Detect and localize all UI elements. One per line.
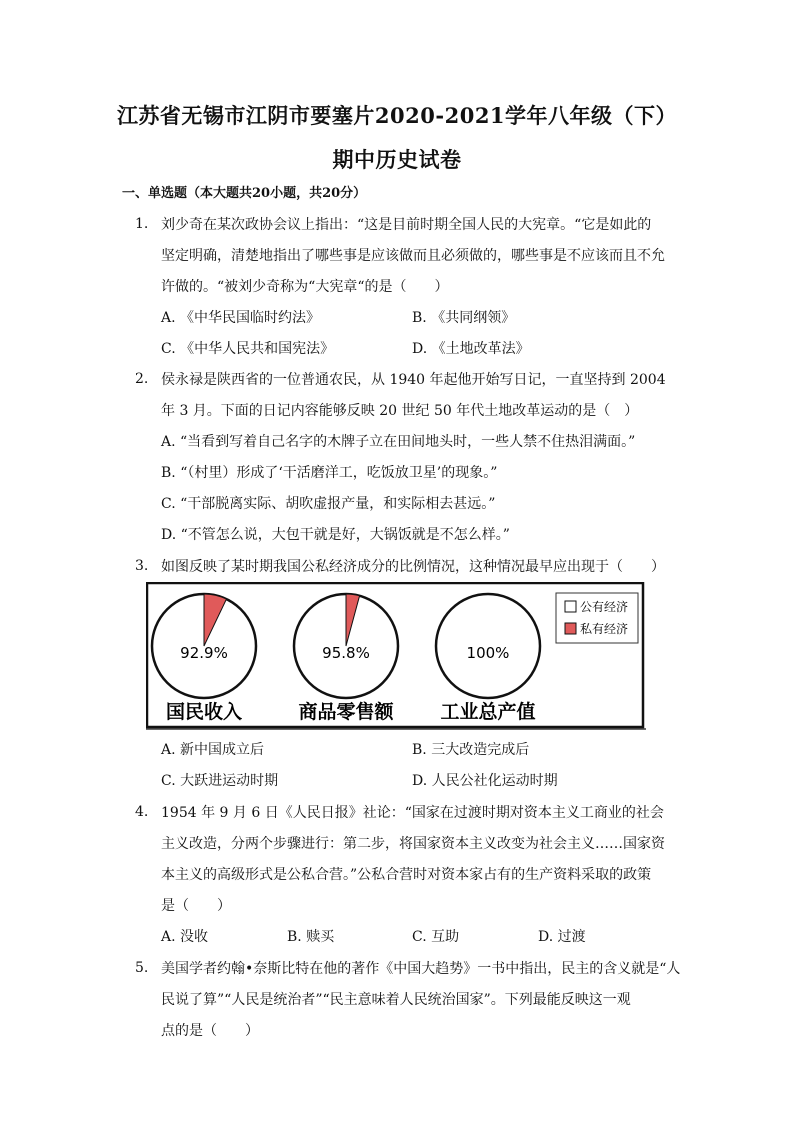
question-4-text: 本主义的高级形式是公私合营。”公私合营时对资本家占有的生产资料采取的政策 xyxy=(161,867,652,883)
question-2-option-c[interactable]: C. “干部脱离实际、胡吹虚报产量，和实际相去甚远。” xyxy=(161,496,496,512)
legend-swatch-public xyxy=(565,601,576,612)
pie-2-value-label: 95.8% xyxy=(322,644,370,662)
section-heading: 一、单选题（本大题共20小题，共20分） xyxy=(122,186,367,201)
question-1-text: 坚定明确，清楚地指出了哪些事是应该做而且必须做的，哪些事是不应该而且不允 xyxy=(161,248,665,264)
question-2-number: 2. xyxy=(135,371,149,387)
question-3-option-b[interactable]: B. 三大改造完成后 xyxy=(412,742,530,758)
pie-3-category-label: 工业总产值 xyxy=(440,701,536,723)
question-1-text: 刘少奇在某次政协会议上指出：“这是目前时期全国人民的大宪章。“它是如此的 xyxy=(161,217,652,233)
question-1-text: 许做的。“被刘少奇称为“大宪章“的是（ ） xyxy=(161,279,449,295)
exam-title-line2: 期中历史试卷 xyxy=(332,147,462,172)
question-1-option-c[interactable]: C. 《中华人民共和国宪法》 xyxy=(161,341,335,357)
question-3-number: 3. xyxy=(135,558,149,574)
question-3-option-d[interactable]: D. 人民公社化运动时期 xyxy=(412,773,558,789)
question-1-option-a[interactable]: A. 《中华民国临时约法》 xyxy=(161,310,321,326)
question-4-option-d[interactable]: D. 过渡 xyxy=(538,929,586,945)
exam-title-line1: 江苏省无锡市江阴市要塞片2020-2021学年八年级（下） xyxy=(116,103,678,128)
legend-label-public: 公有经济 xyxy=(580,600,629,614)
question-5-text: 点的是（ ） xyxy=(161,1023,259,1039)
question-4-text: 主义改造，分两个步骤进行：第二步，将国家资本主义改变为社会主义……国家资 xyxy=(161,836,665,852)
question-1-option-b[interactable]: B. 《共同纲领》 xyxy=(412,310,516,326)
question-5-number: 5. xyxy=(135,960,149,976)
question-2-option-b[interactable]: B. “（村里）形成了‘干活磨洋工，吃饭放卫星’的现象。” xyxy=(161,465,498,481)
question-1-option-d[interactable]: D. 《土地改革法》 xyxy=(412,341,530,357)
question-5-text: 民说了算”“人民是统治者”“民主意味着人民统治国家”。下列最能反映这一观 xyxy=(161,992,631,1008)
question-2-option-a[interactable]: A. “当看到写着自己名字的木牌子立在田间地头时，一些人禁不住热泪满面。” xyxy=(161,434,636,450)
pie-2-category-label: 商品零售额 xyxy=(298,701,394,723)
question-5-text: 美国学者约翰•奈斯比特在他的著作《中国大趋势》一书中指出，民主的含义就是“人 xyxy=(161,961,681,977)
question-4-option-a[interactable]: A. 没收 xyxy=(161,929,209,945)
economy-pie-chart xyxy=(146,582,646,732)
question-3-option-c[interactable]: C. 大跃进运动时期 xyxy=(161,773,279,789)
legend-swatch-private xyxy=(565,623,576,634)
pie-1-value-label: 92.9% xyxy=(180,644,228,662)
question-2-text: 侯永禄是陕西省的一位普通农民，从 1940 年起他开始写日记，一直坚持到 2004 xyxy=(161,372,666,388)
question-4-number: 4. xyxy=(135,804,149,820)
pie-1-category-label: 国民收入 xyxy=(165,701,243,723)
legend-label-private: 私有经济 xyxy=(580,622,629,636)
pie-3-value-label: 100% xyxy=(466,644,510,662)
pie-chart-svg xyxy=(146,582,646,732)
question-2-option-d[interactable]: D. “不管怎么说，大包干就是好，大锅饭就是不怎么样。” xyxy=(161,527,510,543)
question-1-number: 1. xyxy=(135,216,149,232)
question-4-option-c[interactable]: C. 互助 xyxy=(412,929,460,945)
question-4-text: 是（ ） xyxy=(161,898,231,914)
question-3-option-a[interactable]: A. 新中国成立后 xyxy=(161,742,265,758)
question-2-text: 年 3 月。下面的日记内容能够反映 20 世纪 50 年代土地改革运动的是（ ） xyxy=(161,403,639,419)
chart-legend xyxy=(556,593,638,643)
question-3-text: 如图反映了某时期我国公私经济成分的比例情况，这种情况最早应出现于（ ） xyxy=(161,559,665,575)
question-4-text: 1954 年 9 月 6 日《人民日报》社论：“国家在过渡时期对资本主义工商业的社会 xyxy=(161,805,664,821)
question-4-option-b[interactable]: B. 赎买 xyxy=(287,929,335,945)
